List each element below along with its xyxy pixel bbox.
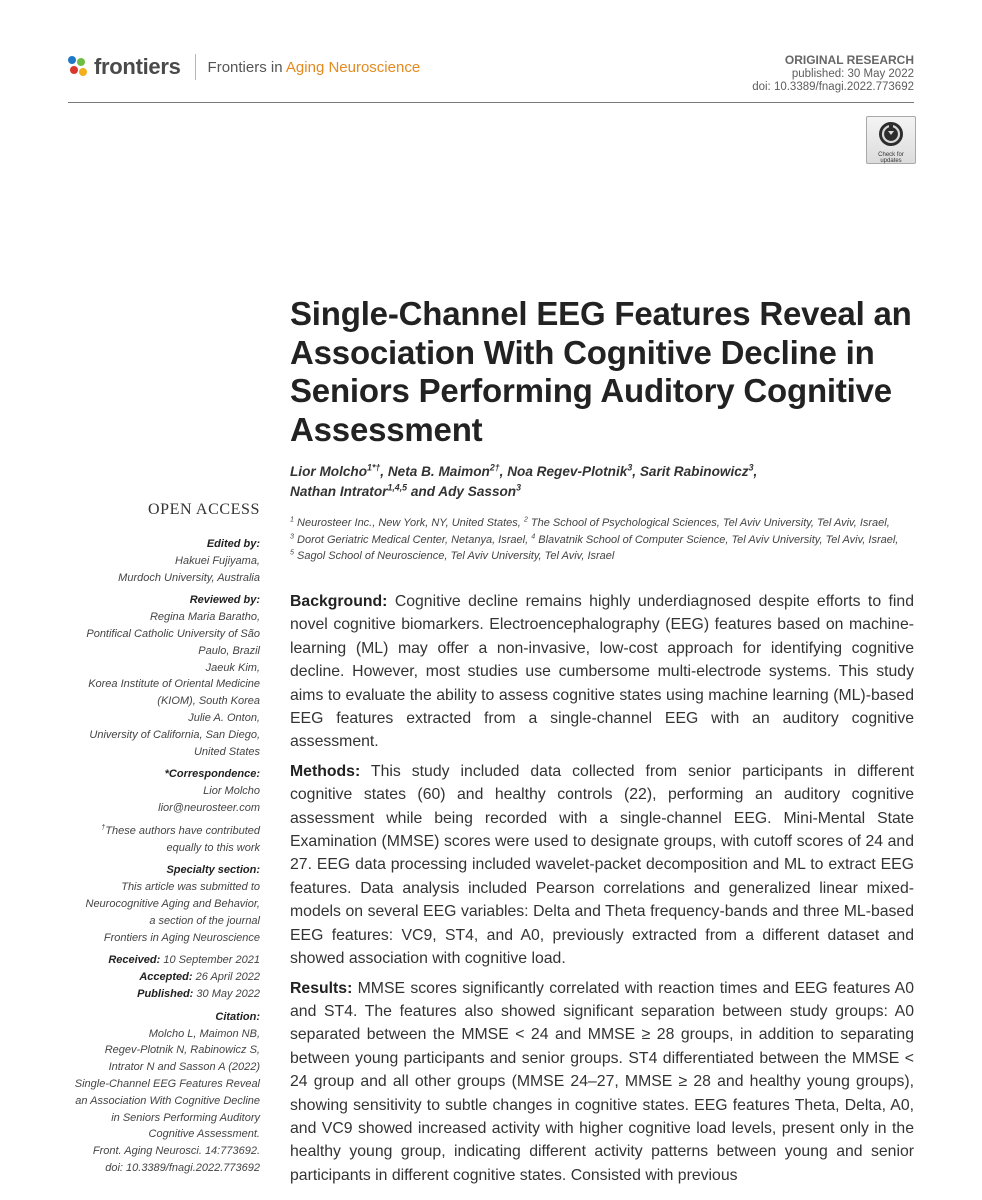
sidebar-line: Murdoch University, Australia xyxy=(118,571,260,584)
author-name[interactable]: Noa Regev-Plotnik xyxy=(507,464,628,479)
abstract-methods: Methods: This study included data collected from senior participants in different cognitive states (60) and healthy controls (22), performing an auditory cognitive assessment while being recorded with a single-channel EEG. Mini-Mental State Examination (MMSE) scores were used to designate groups, with cutoff scores of 24 and 27. EEG data processing included wavelet-packet decomposition and ML to extract EEG features. Data analysis included Pearson correlations and generalized linear mixed-models on several EEG variables: Delta and Theta frequency-bands and three ML-based EEG features: VC9, ST4, and A0, previously extracted from a different dataset and showed association with cognitive load. xyxy=(290,762,914,968)
edited-by: Edited by: Hakuei Fujiyama, Murdoch University, Australia xyxy=(60,536,260,586)
sidebar-line: United States xyxy=(193,745,260,758)
published-date: published: 30 May 2022 xyxy=(791,67,914,80)
affiliation-text: Blavatnik School of Computer Science, Tel Aviv University, Tel Aviv, Israel, xyxy=(535,533,899,546)
author-name[interactable]: Lior Molcho xyxy=(290,464,368,479)
specialty-section: Specialty section: This article was submitted to Neurocognitive Aging and Behavior, a section of the journal Frontiers in Aging Neuroscience xyxy=(60,862,260,946)
sidebar-line: Hakuei Fujiyama, xyxy=(175,554,260,567)
sidebar-line: an Association With Cognitive Decline xyxy=(75,1094,260,1107)
sidebar-line: Single-Channel EEG Features Reveal xyxy=(74,1077,260,1090)
author-list: Lior Molcho$^{1*\dagger}$, Neta B. Maimon$^{2\dagger}$, Noa Regev-Plotnik$^3$, Sarit Rabinowicz$^3$, Nathan Intrator$^{1,4,5}$ and Ady Sasson$^3$ xyxy=(290,462,758,499)
author-name[interactable]: Sarit Rabinowicz xyxy=(639,464,749,479)
sidebar-line: Frontiers in Aging Neuroscience xyxy=(103,931,260,944)
sidebar-line: This article was submitted to xyxy=(121,881,260,894)
sidebar-line: Julie A. Onton, xyxy=(188,711,260,724)
frontiers-logo-icon xyxy=(68,56,90,78)
affiliation-text: Neurosteer Inc., New York, NY, United States, xyxy=(293,517,524,529)
sidebar-line: Intrator N and Sasson A (2022) xyxy=(108,1061,260,1074)
affiliation-text: Sagol School of Neuroscience, Tel Aviv University, Tel Aviv, Israel xyxy=(293,550,615,563)
affiliation-text: Dorot Geriatric Medical Center, Netanya, Israel, xyxy=(293,533,532,546)
affiliations xyxy=(290,515,920,565)
badge-label-1: Check for xyxy=(878,152,904,158)
background-heading: Background: xyxy=(290,593,388,610)
doi-link[interactable]: doi: 10.3389/fnagi.2022.773692 xyxy=(752,81,914,93)
sidebar-line: University of California, San Diego, xyxy=(89,728,260,741)
sidebar-line: Korea Institute of Oriental Medicine xyxy=(88,678,260,691)
author-name[interactable]: Ady Sasson xyxy=(438,484,517,499)
sidebar-line: Front. Aging Neurosci. 14:773692. xyxy=(92,1145,260,1158)
author-affiliation-mark: 2† xyxy=(489,462,500,473)
sidebar-line: Cognitive Assessment. xyxy=(148,1128,260,1141)
author-affiliation-mark: 3 xyxy=(748,462,754,473)
sidebar-line: Pontifical Catholic University of São xyxy=(86,627,260,640)
article-title: Single-Channel EEG Features Reveal an Association With Cognitive Decline in Seniors Performing Auditory Cognitive Assessment xyxy=(290,295,912,448)
author-affiliation-mark: 3 xyxy=(627,462,633,473)
header-divider xyxy=(68,102,914,103)
affiliation-number: 4 xyxy=(531,531,536,540)
check-for-updates-button[interactable] xyxy=(866,116,916,164)
sidebar-line: doi: 10.3389/fnagi.2022.773692 xyxy=(105,1161,260,1174)
abstract-background: Background: Cognitive decline remains highly underdiagnosed despite efforts to find novel cognitive biomarkers. Electroencephalography (EEG) features based on machine-learning (ML) may offer a non-invasive, low-cost approach for identifying cognitive decline. However, most studies use cumbersome multi-electrode systems. This study aims to evaluate the ability to assess cognitive states using machine learning (ML)-based EEG features extracted from a single-channel EEG with an auditory cognitive assessment. xyxy=(290,593,914,751)
sidebar-line: lior@neurosteer.com xyxy=(158,801,260,814)
sidebar-line: Regina Maria Baratho, xyxy=(149,611,260,624)
journal-header xyxy=(68,54,914,104)
affiliation-number: 1 xyxy=(290,515,294,524)
author-affiliation-mark: 1,4,5 xyxy=(387,482,408,493)
sidebar-line: Jaeuk Kim, xyxy=(205,661,260,674)
brand-wordmark: frontiers xyxy=(94,54,181,79)
sidebar-line: Regev-Plotnik N, Rabinowicz S, xyxy=(104,1044,260,1057)
sidebar-line: in Seniors Performing Auditory xyxy=(111,1111,260,1124)
brand[interactable] xyxy=(68,54,420,80)
affiliation-number: 5 xyxy=(290,548,294,557)
article-meta xyxy=(752,54,914,95)
correspondence: *Correspondence: Lior Molcho lior@neurosteer.com xyxy=(60,766,260,816)
equal-contribution-note: †These authors have contributed equally to this work xyxy=(101,823,260,854)
brand-divider xyxy=(195,54,196,80)
affiliation-number: 2 xyxy=(523,515,528,524)
author-name[interactable]: Nathan Intrator xyxy=(290,484,388,499)
affiliation-text: The School of Psychological Sciences, Tel Aviv University, Tel Aviv, Israel, xyxy=(527,517,890,529)
author-affiliation-mark: 3 xyxy=(516,482,522,493)
abstract xyxy=(290,590,914,1193)
sidebar-line: Neurocognitive Aging and Behavior, xyxy=(85,897,260,910)
article-info-sidebar xyxy=(60,536,260,1183)
sidebar-line: (KIOM), South Korea xyxy=(157,695,260,708)
methods-heading: Methods: xyxy=(290,762,361,780)
journal-name[interactable]: Frontiers in Aging Neuroscience xyxy=(207,58,421,76)
results-heading: Results: xyxy=(290,979,353,997)
author-name[interactable]: Neta B. Maimon xyxy=(387,464,490,479)
article-type: ORIGINAL RESEARCH xyxy=(784,53,914,67)
sidebar-line: Paulo, Brazil xyxy=(198,644,260,657)
badge-label-2: updates xyxy=(880,158,902,164)
sidebar-line: Lior Molcho xyxy=(203,785,260,798)
sidebar-line: a section of the journal xyxy=(149,914,260,927)
sidebar-line: Molcho L, Maimon NB, xyxy=(148,1027,260,1040)
author-affiliation-mark: 1*† xyxy=(367,462,381,473)
reviewed-by: Reviewed by: Regina Maria Baratho, Pontifical Catholic University of São Paulo, Brazil Jaeuk Kim, Korea Institute of Oriental Medicine (KIOM), South Korea Julie A. Onton, University of California, San Diego, United States xyxy=(60,592,260,760)
updates-icon xyxy=(878,121,904,147)
affiliation-number: 3 xyxy=(290,531,294,540)
dates: Received: 10 September 2021 Accepted: 26 April 2022 Published: 30 May 2022 xyxy=(108,954,260,1000)
abstract-results: Results: MMSE scores significantly correlated with reaction times and EEG features A0 and ST4. The features also showed significant separation between study groups: A0 separated between the MMSE < 24 and MMSE ≥ 28 groups, in addition to separating between young participants and senior groups. ST4 differentiated between the MMSE < 24 group and all other groups (MMSE 24–27, MMSE ≥ 28 and healthy young groups), showing sensitivity to subtle changes in cognitive states. EEG features Theta, Delta, A0, and VC9 showed increased activity with higher cognitive load levels, present only in the healthy young group, indicating different activity patterns between young and senior participants in different cognitive states. Consisted with previous xyxy=(290,979,914,1184)
citation: Citation: Molcho L, Maimon NB, Regev-Plotnik N, Rabinowicz S, Intrator N and Sasson A (2022) Single-Channel EEG Features Reveal an Association With Cognitive Decline in Seniors Performing Auditory Cognitive Assessment. Front. Aging Neurosci. 14:773692. doi: 10.3389/fnagi.2022.773692 xyxy=(60,1009,260,1177)
open-access-label: OPEN ACCESS xyxy=(148,501,260,518)
